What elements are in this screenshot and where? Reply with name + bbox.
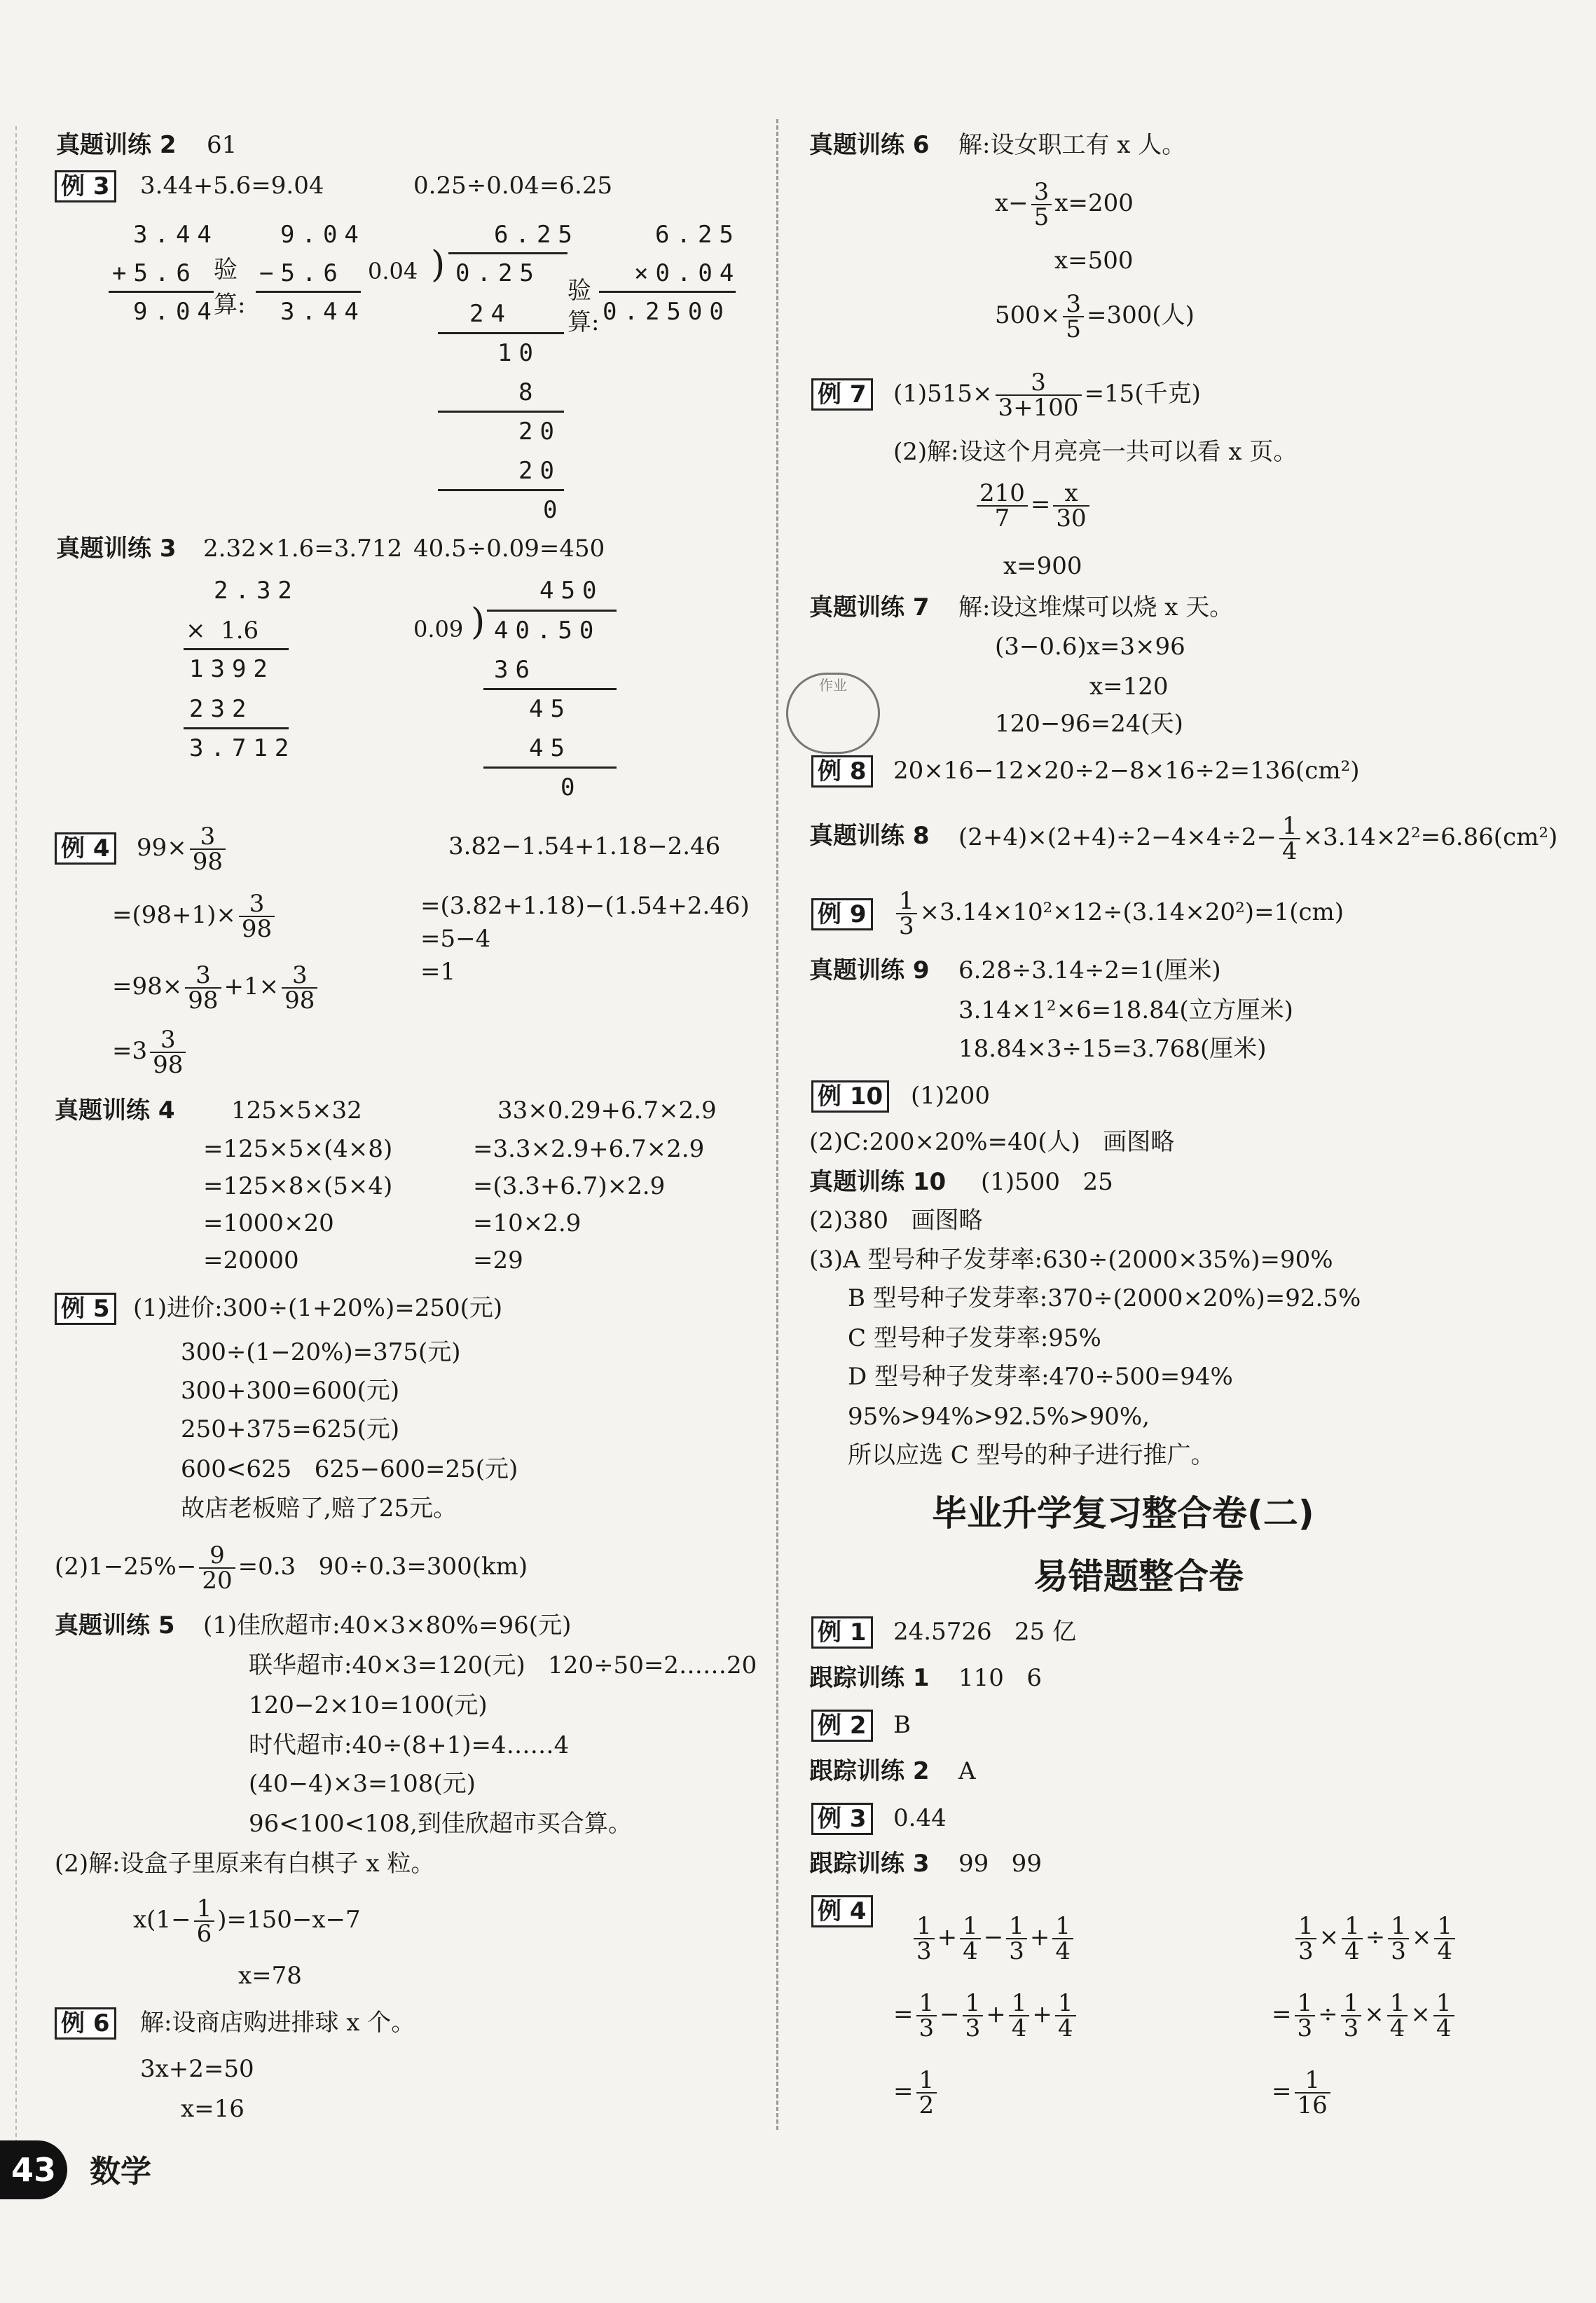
ex6-line2: 3x+2=50 [140,2055,254,2083]
ex10-label: 例 10 [811,1080,889,1113]
e4-label: 例 4 [811,1895,873,1927]
t3-eq-b: 40.5÷0.09=450 [413,535,605,563]
g2-label: 跟踪训练 2 [809,1757,930,1785]
div-bar [448,252,567,254]
t7-line3: x=120 [1089,673,1169,701]
t8-label: 真题训练 8 [809,822,930,850]
g3-value: 99 99 [958,1850,1042,1878]
g1-label: 跟踪训练 1 [809,1664,930,1692]
t2-label: 真题训练 2 [56,131,177,159]
mul-row-1: 6.25 [655,221,741,249]
ex10-line1: (1)200 [911,1082,991,1110]
t10-line3: (3)A 型号种子发芽率:630÷(2000×35%)=90% [809,1246,1333,1274]
mul-result: 0.2500 [603,298,731,326]
t4-b2: =3.3×2.9+6.7×2.9 [473,1135,705,1163]
ex10-line2: (2)C:200×20%=40(人) 画图略 [809,1128,1175,1156]
div-bracket: ) [431,244,446,286]
e1-value: 24.5726 25 亿 [893,1618,1077,1646]
t9-line3: 18.84×3÷15=3.768(厘米) [958,1035,1267,1063]
add-row-1: 3.44 [133,221,219,249]
div-line-3 [438,489,564,491]
ex5-line1: (1)进价:300÷(1+20%)=250(元) [133,1294,503,1322]
t4-b5: =29 [473,1246,523,1274]
check-label-2: 算: [214,291,246,319]
t10-line5: C 型号种子发芽率:95% [848,1324,1101,1352]
ex3-eq-a: 3.44+5.6=9.04 [140,172,324,200]
g1-value: 110 6 [958,1664,1042,1692]
t4-a3: =125×8×(5×4) [203,1172,393,1200]
t7-line2: (3−0.6)x=3×96 [995,633,1185,661]
ex3-eq-b: 0.25÷0.04=6.25 [413,172,613,200]
t7-label: 真题训练 7 [809,593,930,621]
mul3-row-2: × 1.6 [186,617,259,645]
t5-line4: 时代超市:40÷(8+1)=4……4 [249,1731,570,1759]
e4-b-line3: = $\frac{1}{16}$ [1272,2063,1333,2119]
ex5-line2: 300÷(1−20%)=375(元) [181,1338,461,1366]
div-step-4: 20 [518,418,561,446]
ex4-b-line3: =5−4 [420,925,491,953]
t9-line1: 6.28÷3.14÷2=1(厘米) [958,956,1221,984]
mul-line [599,291,736,293]
div-step-1: 24 [469,300,512,328]
div3-step-2: 45 [529,695,572,723]
mul3-row-3: 1392 [189,655,275,683]
ex6-line1: 解:设商店购进排球 x 个。 [140,2009,415,2037]
t5-line6: 96<100<108,到佳欣超市买合算。 [249,1810,632,1838]
t10-line2: (2)380 画图略 [809,1207,983,1235]
t10-line8: 所以应选 C 型号的种子进行推广。 [848,1441,1215,1469]
ex9-line1: $\frac{1}{3}$ ×3.14×10²×12÷(3.14×20²)=1(cm) [893,884,1344,940]
div-quotient: 6.25 [494,221,579,249]
e2-label: 例 2 [811,1710,873,1742]
t5-line5: (40−4)×3=108(元) [249,1770,476,1798]
ex4-b-line2: =(3.82+1.18)−(1.54+2.46) [420,892,750,920]
t4-a1: 125×5×32 [231,1096,362,1125]
add-row-2: +5.6 [112,259,198,287]
div3-step-3: 45 [529,734,572,762]
ex4-b-line4: =1 [420,958,456,986]
t5-line7: (2)解:设盒子里原来有白棋子 x 粒。 [55,1850,435,1878]
t9-line2: 3.14×1²×6=18.84(立方厘米) [958,996,1293,1024]
div-step-3: 8 [518,378,540,406]
ex4-a-line1: 99× $\frac{3}{98}$ [137,820,228,876]
t8-line1: (2+4)×(2+4)÷2−4×4÷2− $\frac{1}{4}$ ×3.14×2²=6.86(cm²) [958,812,1558,865]
div3-step-1: 36 [494,656,537,684]
t5-line2: 联华超市:40×3=120(元) 120÷50=2……20 [249,1651,757,1679]
subject-label: 数学 [90,2154,151,2189]
ex4-b-line1: 3.82−1.54+1.18−2.46 [448,832,721,860]
ex8-line1: 20×16−12×20÷2−8×16÷2=136(cm²) [893,757,1360,785]
div-step-6: 0 [543,496,565,524]
div3-bar [487,610,617,612]
g3-label: 跟踪训练 3 [809,1850,930,1878]
ex9-label: 例 9 [811,898,873,930]
t3-eq-a: 2.32×1.6=3.712 [203,535,403,563]
margin-line [15,126,17,2144]
t2-value: 61 [207,131,238,159]
ex5-line5: 600<625 625−600=25(元) [181,1455,518,1483]
add-line [109,291,214,293]
e3-value: 0.44 [893,1804,947,1832]
ex4-label: 例 4 [55,832,116,865]
ex7-line3: $\frac{210}{7}$ = $\frac{x}{30}$ [974,476,1092,532]
t4-b1: 33×0.29+6.7×2.9 [497,1096,717,1125]
t7-line1: 解:设这堆煤可以烧 x 天。 [958,593,1234,621]
div-step-2: 10 [497,339,540,367]
section-subtitle: 易错题整合卷 [1033,1556,1244,1597]
ex7-line4: x=900 [1003,552,1082,580]
t3-label: 真题训练 3 [56,535,177,563]
t9-label: 真题训练 9 [809,956,930,984]
mul3-line-2 [184,727,289,729]
e1-label: 例 1 [811,1616,873,1649]
sub-result: 3.44 [280,298,366,326]
t6-line3: x=500 [1054,247,1134,275]
e2-value: B [893,1711,911,1739]
ex6-line3: x=16 [181,2095,245,2123]
homework-stamp: 作业 [786,673,880,754]
ex7-line2: (2)解:设这个月亮亮一共可以看 x 页。 [893,438,1298,466]
t5-label: 真题训练 5 [55,1611,175,1639]
check-label-3: 验 [567,277,591,305]
e4-b-line1: $\frac{1}{3}$ × $\frac{1}{4}$ ÷ $\frac{1}{3}$ × $\frac{1}{4}$ [1293,1909,1458,1965]
sub-line [256,291,361,293]
t10-line1: (1)500 25 [981,1168,1113,1196]
ex8-label: 例 8 [811,755,873,788]
t10-line4: B 型号种子发芽率:370÷(2000×20%)=92.5% [848,1284,1361,1312]
div-line-1 [438,332,564,334]
ex4-a-line4: =3 $\frac{3}{98}$ [112,1023,188,1079]
sub-row-1: 9.04 [280,221,366,249]
t4-a5: =20000 [203,1246,299,1274]
t6-line4: 500× $\frac{3}{5}$ =300(人) [995,290,1195,343]
t4-b3: =(3.3+6.7)×2.9 [473,1172,666,1200]
mul-row-2: ×0.04 [634,259,741,287]
mul3-result: 3.712 [189,734,296,762]
ex5-label: 例 5 [55,1293,116,1325]
div3-line-2 [483,766,617,769]
t5-line8: x(1− $\frac{1}{6}$ )=150−x−7 [133,1895,361,1948]
check-label-4: 算: [567,308,600,336]
div3-divisor: 0.09 [413,616,464,642]
t4-b4: =10×2.9 [473,1209,582,1237]
ex4-a-line3: =98× $\frac{3}{98}$ +1× $\frac{3}{98}$ [112,958,320,1015]
mul3-row-1: 2.32 [214,577,299,605]
t6-line2: x− $\frac{3}{5}$ x=200 [995,178,1134,231]
ex6-label: 例 6 [55,2007,116,2040]
div3-step-4: 0 [560,774,582,802]
e4-a-line3: = $\frac{1}{2}$ [893,2063,940,2119]
section-title: 毕业升学复习整合卷(二) [932,1493,1314,1534]
column-divider [776,119,778,2130]
page-number-badge: 43 [0,2140,67,2199]
ex7-label: 例 7 [811,378,873,411]
t6-label: 真题训练 6 [809,131,930,159]
div3-line-1 [483,688,617,690]
t6-line1: 解:设女职工有 x 人。 [958,131,1186,159]
e4-a-line1: $\frac{1}{3}$ + $\frac{1}{4}$ − $\frac{1}{3}$ + $\frac{1}{4}$ [911,1909,1076,1965]
t10-label: 真题训练 10 [809,1168,947,1196]
ex5-line4: 250+375=625(元) [181,1415,400,1443]
t4-a2: =125×5×(4×8) [203,1135,393,1163]
div-divisor: 0.04 [368,258,418,284]
div3-bracket: ) [471,601,486,643]
ex5-line7: (2)1−25%− $\frac{9}{20}$ =0.3 90÷0.3=300(km) [55,1541,528,1595]
t5-line9: x=78 [238,1962,302,1990]
t7-line4: 120−96=24(天) [995,710,1183,738]
t5-line3: 120−2×10=100(元) [249,1691,488,1719]
ex5-line6: 故店老板赔了,赔了25元。 [181,1494,458,1522]
t10-line6: D 型号种子发芽率:470÷500=94% [848,1363,1233,1391]
div-line-2 [438,411,564,413]
add-result: 9.04 [133,298,219,326]
ex3-label: 例 3 [55,170,116,202]
t5-line1: (1)佳欣超市:40×3×80%=96(元) [203,1611,572,1639]
div3-dividend: 40.50 [494,617,601,645]
sub-row-2: −5.6 [259,259,345,287]
ex4-a-line2: =(98+1)× $\frac{3}{98}$ [112,887,277,943]
div3-quotient: 450 [539,577,604,605]
e4-b-line2: = $\frac{1}{3}$ ÷ $\frac{1}{3}$ × $\frac{1}{4}$ × $\frac{1}{4}$ [1272,1986,1457,2042]
t10-line7: 95%>94%>92.5%>90%, [848,1403,1150,1431]
div-dividend: 0.25 [455,259,541,287]
ex7-line1: (1)515× $\frac{3}{3+100}$ =15(千克) [893,369,1201,422]
g2-value: A [958,1757,976,1785]
mul3-row-4: 232 [189,695,254,723]
t4-a4: =1000×20 [203,1209,334,1237]
mul3-line-1 [184,648,289,650]
ex5-line3: 300+300=600(元) [181,1377,400,1405]
div-step-5: 20 [518,457,561,485]
e3-label: 例 3 [811,1803,873,1835]
e4-a-line2: = $\frac{1}{3}$ − $\frac{1}{3}$ + $\frac{1}{4}$ + $\frac{1}{4}$ [893,1986,1079,2042]
check-label-1: 验 [214,256,238,284]
t4-label: 真题训练 4 [55,1096,175,1125]
